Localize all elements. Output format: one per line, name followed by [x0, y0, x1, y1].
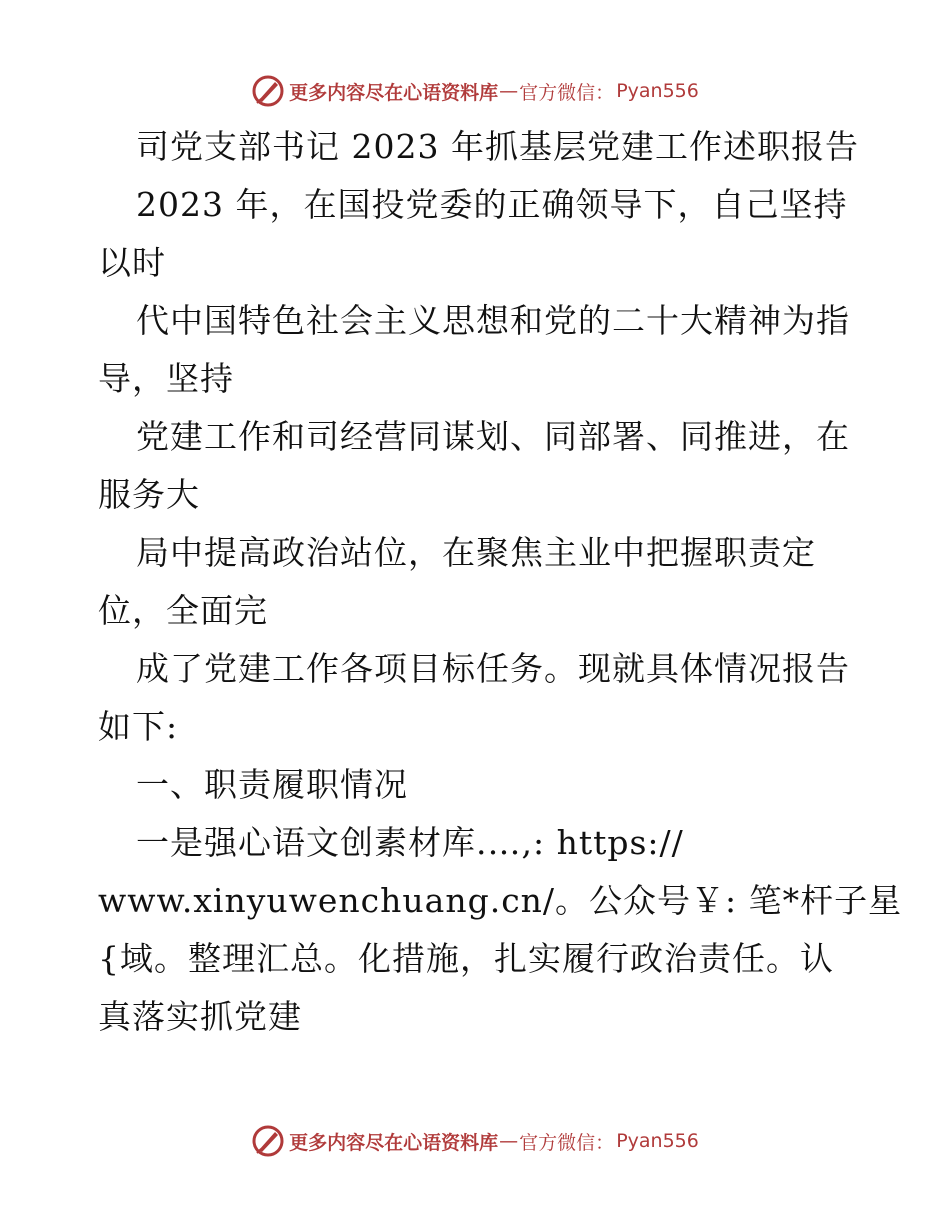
doc-line: www.xinyuwenchuang.cn/。公众号￥: 笔*杆子星 — [98, 881, 903, 920]
banner-wechat-id: Pyan556 — [616, 1130, 699, 1152]
banner-main-text: 更多内容尽在心语资料库 — [289, 1131, 499, 1154]
doc-line: 导，坚持 — [98, 359, 234, 398]
document-body — [98, 118, 903, 1046]
doc-line: 代中国特色社会主义思想和党的二十大精神为指 — [136, 301, 850, 340]
doc-line: 位，全面完 — [98, 591, 268, 630]
banner-main-text: 更多内容尽在心语资料库 — [289, 81, 499, 104]
doc-line: 真落实抓党建 — [98, 997, 302, 1036]
quill-logo-icon — [251, 1124, 285, 1158]
doc-line: 一是强心语文创素材库.…,: https:// — [136, 823, 684, 862]
footer-banner — [0, 1122, 950, 1160]
banner-dash: — — [499, 1130, 519, 1152]
doc-line: 局中提高政治站位，在聚焦主业中把握职责定 — [136, 533, 816, 572]
doc-line: 2023 年，在国投党委的正确领导下，自己坚持 — [136, 185, 848, 224]
banner-dash: — — [499, 80, 519, 102]
quill-logo-icon — [251, 74, 285, 108]
doc-line: 服务大 — [98, 475, 200, 514]
section-heading: 一、职责履职情况 — [136, 765, 408, 804]
doc-line: 如下: — [98, 707, 179, 746]
header-banner — [0, 72, 950, 110]
banner-sub-text: 官方微信： — [519, 81, 615, 104]
doc-line: 成了党建工作各项目标任务。现就具体情况报告 — [136, 649, 850, 688]
doc-line: 以时 — [98, 243, 166, 282]
doc-title: 司党支部书记 2023 年抓基层党建工作述职报告 — [136, 127, 859, 166]
doc-line: {域。整理汇总。化措施，扎实履行政治责任。认 — [98, 939, 834, 978]
banner-sub-text: 官方微信： — [519, 1131, 615, 1154]
banner-wechat-id: Pyan556 — [616, 80, 699, 102]
doc-line: 党建工作和司经营同谋划、同部署、同推进，在 — [136, 417, 850, 456]
